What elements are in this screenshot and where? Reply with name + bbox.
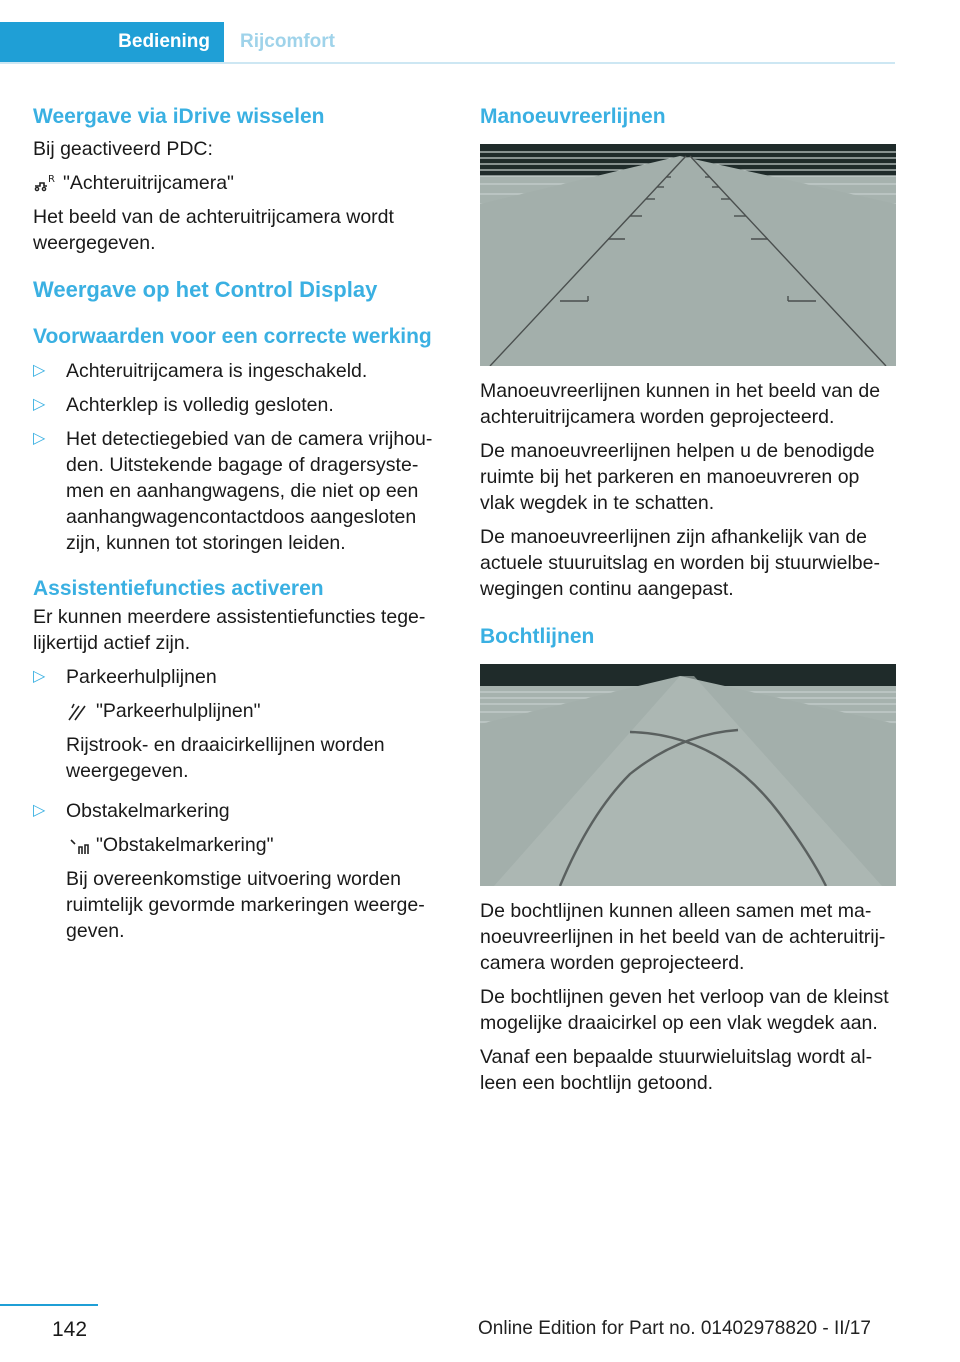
list-item: ▷ Achteruitrijcamera is ingeschakeld. — [33, 360, 368, 382]
heading-idrive: Weergave via iDrive wisselen — [33, 105, 325, 128]
tab-bediening[interactable]: Bediening — [0, 22, 224, 62]
text-assist: Er kunnen meerdere assistentiefuncties tegelijkertijd actief zijn. — [33, 606, 426, 654]
curve-lines-image — [480, 664, 896, 886]
text-curve-1: De bochtlijnen kunnen alleen samen met manoeuvreerlijnen in het beeld van de achteruitrijcamera worden geprojecteerd. — [480, 900, 886, 974]
left-column — [33, 100, 445, 952]
obstacle-marking-icon — [66, 834, 90, 856]
text-maneuver-3: De manoeuvreerlijnen zijn afhankelijk van de actuele stuuruitslag en worden bij stuurwielbewegingen continu aangepast. — [480, 526, 880, 600]
bullet-marker-icon: ▷ — [33, 362, 46, 379]
text-maneuver-1: Manoeuvreerlijnen kunnen in het beeld van de achteruitrijcamera worden geprojecteerd. — [480, 380, 881, 428]
right-column — [480, 100, 896, 1104]
assist-list — [33, 664, 445, 944]
camera-option-label: "Achteruitrijcamera" — [63, 172, 234, 194]
text-curve-3: Vanaf een bepaalde stuurwieluitslag wordt alleen een bochtlijn getoond. — [480, 1046, 873, 1094]
heading-control-display: Weergave op het Control Display — [33, 277, 378, 302]
bullet-marker-icon: ▷ — [33, 802, 46, 819]
maneuver-lines-image — [480, 144, 896, 366]
conditions-list — [33, 358, 445, 556]
obstacle-marking-label: "Obstakelmarkering" — [96, 834, 274, 856]
text-pdc: Bij geactiveerd PDC: — [33, 138, 213, 160]
bullet-marker-icon: ▷ — [33, 396, 46, 413]
text-shown: Het beeld van de achteruitrijcamera wordt weergegeven. — [33, 206, 394, 254]
heading-maneuver: Manoeuvreerlijnen — [480, 105, 666, 128]
text-curve-2: De bochtlijnen geven het verloop van de kleinst mogelijke draaicirkel op een vlak wegdek aan. — [480, 986, 889, 1034]
parking-lines-option — [66, 698, 445, 724]
chapter-tabs — [0, 22, 895, 64]
edition-note: Online Edition for Part no. 01402978820 - II/17 — [478, 1318, 871, 1339]
parking-lines-label: "Parkeerhulplijnen" — [96, 700, 261, 722]
heading-conditions: Voorwaarden voor een correcte werking — [33, 325, 432, 348]
heading-curve: Bochtlijnen — [480, 625, 595, 648]
svg-text:R: R — [48, 174, 55, 185]
footer-rule — [0, 1304, 98, 1306]
list-item: ▷ Parkeerhulplijnen "Parkeerhulplijnen" Rijstrook- en draaicirkellijnen worden weergegeven. — [33, 664, 445, 784]
parking-lines-icon — [66, 700, 90, 722]
tab-rijcomfort[interactable]: Rijcomfort — [240, 31, 335, 52]
list-item: ▷ Het detectiegebied van de camera vrijhouden. Uitstekende bagage of dragersystemen en aanhangwagens, die niet op een aanhangwagencontactdoos aangesloten zijn, kunnen tot storingen leiden. — [33, 428, 433, 554]
heading-assist: Assistentiefuncties activeren — [33, 577, 324, 600]
bullet-marker-icon: ▷ — [33, 430, 46, 447]
page-number: 142 — [52, 1318, 88, 1341]
list-item: ▷ Achterklep is volledig gesloten. — [33, 394, 334, 416]
camera-option — [33, 170, 445, 196]
list-item: ▷ Obstakelmarkering "Obstakelmarkering" Bij overeenkomstige uitvoering worden ruimtelijk gevormde markeringen weergegeven. — [33, 798, 445, 944]
bullet-marker-icon: ▷ — [33, 668, 46, 685]
obstacle-marking-option — [66, 832, 445, 858]
text-maneuver-2: De manoeuvreerlijnen helpen u de benodigde ruimte bij het parkeren en manoeuvreren op vlak wegdek in te schatten. — [480, 440, 875, 514]
rear-camera-icon — [33, 172, 57, 194]
